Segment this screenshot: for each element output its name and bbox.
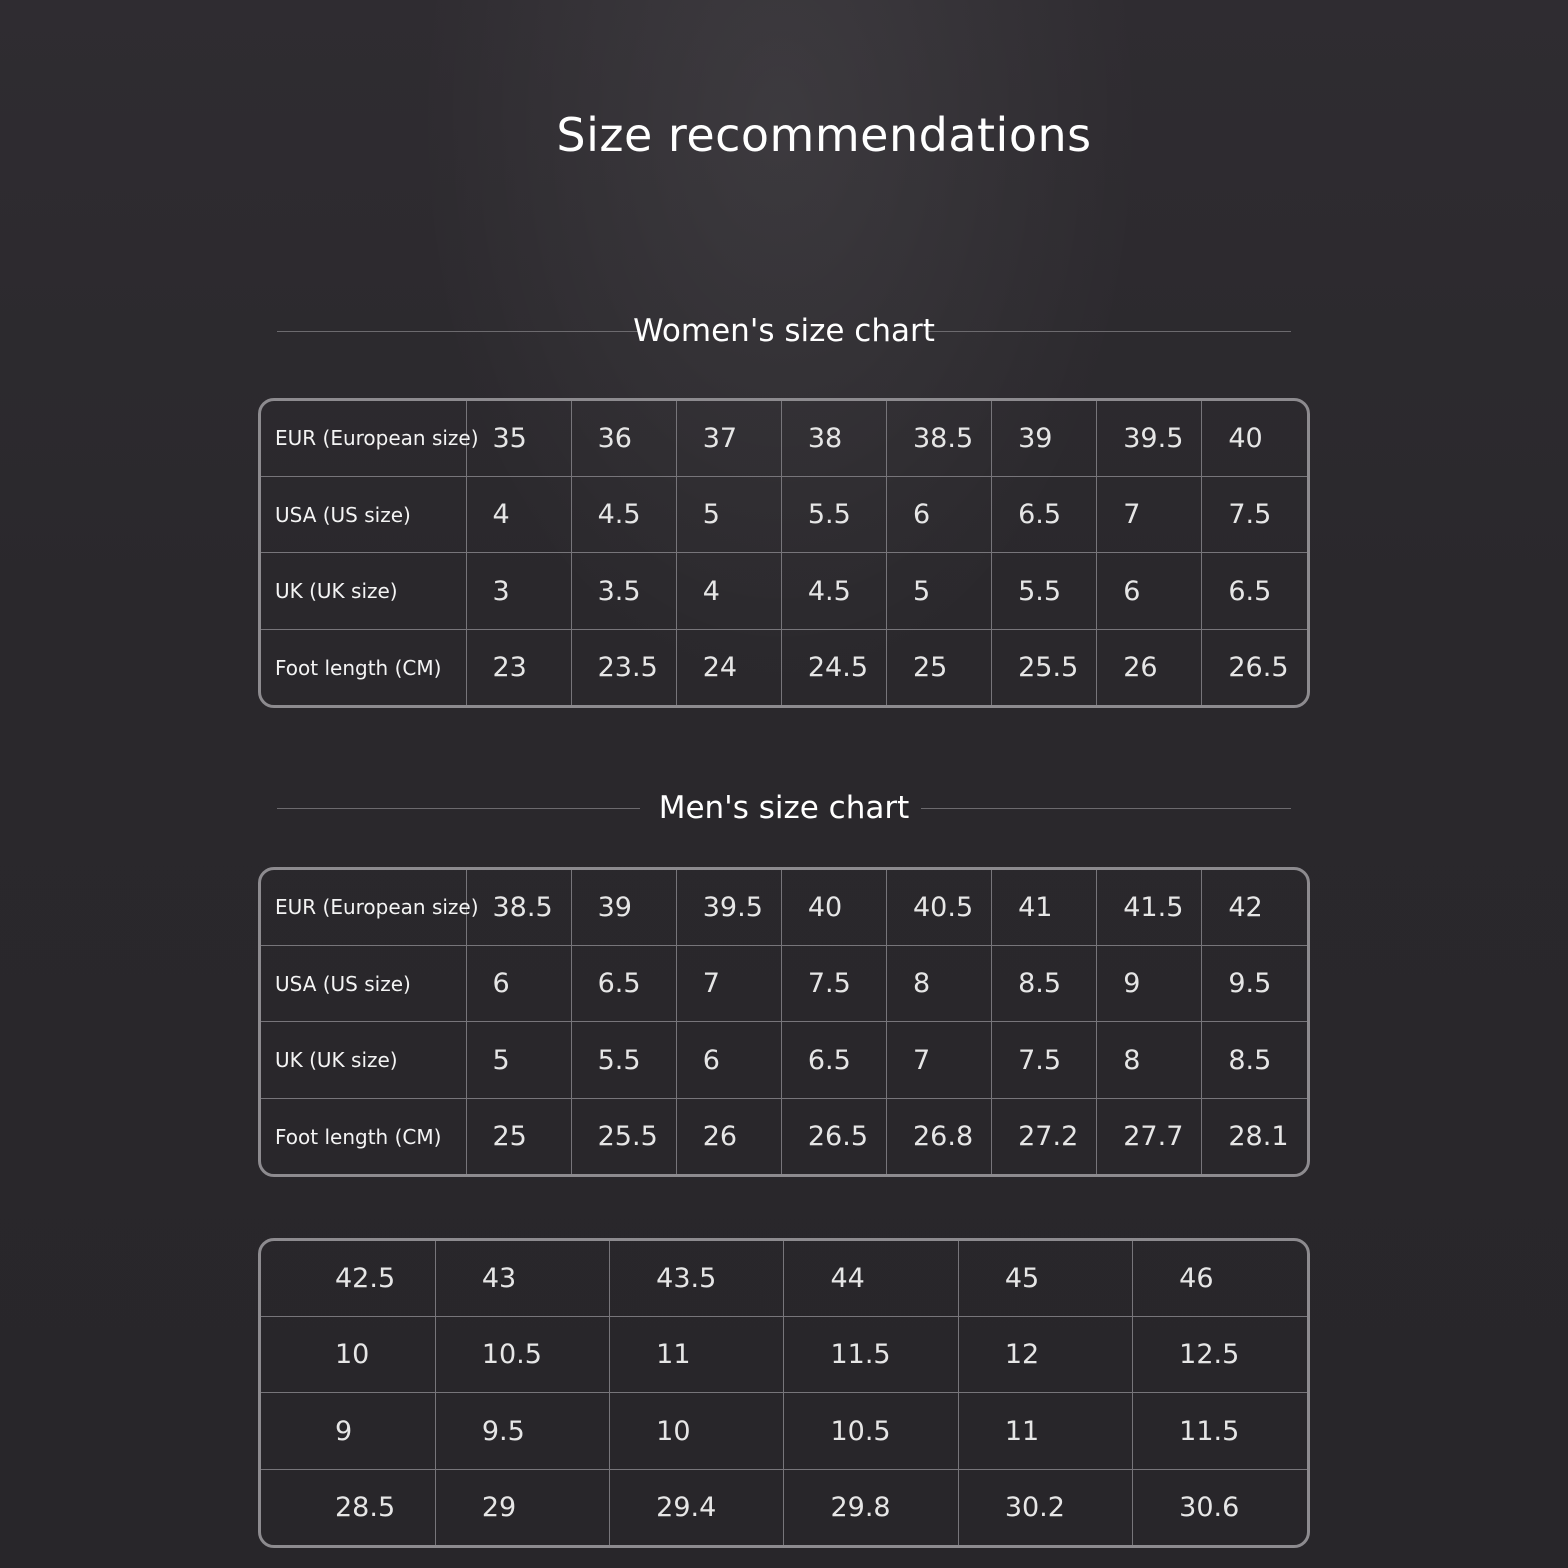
table-cell: 11 (958, 1393, 1132, 1470)
table-cell: 35 (466, 401, 571, 476)
table-cell: 39 (992, 401, 1097, 476)
table-cell: 7 (1097, 476, 1202, 553)
table-cell: 43.5 (610, 1241, 784, 1316)
table-cell: 9 (1097, 945, 1202, 1022)
table-cell: 6 (466, 945, 571, 1022)
table-row (261, 1470, 1307, 1545)
table-cell: 38.5 (466, 870, 571, 945)
table-cell: 25.5 (571, 1099, 676, 1174)
table-cell: 26 (676, 1099, 781, 1174)
row-label: Foot length (CM) (261, 630, 466, 705)
table-cell: 23 (466, 630, 571, 705)
table-cell: 8 (1097, 1022, 1202, 1099)
table-cell: 9 (261, 1393, 435, 1470)
table-cell: 7.5 (781, 945, 886, 1022)
table-cell: 6 (676, 1022, 781, 1099)
table-cell: 23.5 (571, 630, 676, 705)
women-size-chart-heading (277, 311, 1291, 351)
row-label: Foot length (CM) (261, 1099, 466, 1174)
table-cell: 41.5 (1097, 870, 1202, 945)
men-size-chart-heading (277, 788, 1291, 828)
table-cell: 27.2 (992, 1099, 1097, 1174)
table-cell: 38 (781, 401, 886, 476)
table-cell: 40.5 (887, 870, 992, 945)
table-cell: 39 (571, 870, 676, 945)
table-cell: 42.5 (261, 1241, 435, 1316)
row-label: EUR (European size) (261, 401, 466, 476)
table-cell: 41 (992, 870, 1097, 945)
table-cell: 27.7 (1097, 1099, 1202, 1174)
table-cell: 4 (676, 553, 781, 630)
row-label: USA (US size) (261, 476, 466, 553)
table-cell: 9.5 (1202, 945, 1307, 1022)
table-cell: 10 (610, 1393, 784, 1470)
table-cell: 7 (676, 945, 781, 1022)
table-row (261, 476, 1307, 553)
table-cell: 28.5 (261, 1470, 435, 1545)
table-cell: 36 (571, 401, 676, 476)
table-row (261, 1022, 1307, 1099)
table-row (261, 1393, 1307, 1470)
table-cell: 26 (1097, 630, 1202, 705)
table-cell: 44 (784, 1241, 958, 1316)
table-cell: 10.5 (784, 1393, 958, 1470)
table-cell: 6.5 (571, 945, 676, 1022)
table-cell: 40 (781, 870, 886, 945)
table-cell: 43 (435, 1241, 609, 1316)
table-cell: 39.5 (676, 870, 781, 945)
table-cell: 39.5 (1097, 401, 1202, 476)
row-label: USA (US size) (261, 945, 466, 1022)
table-cell: 25.5 (992, 630, 1097, 705)
table-cell: 28.1 (1228, 1121, 1289, 1153)
table-cell: 5 (887, 553, 992, 630)
table-cell: 6 (1097, 553, 1202, 630)
table-cell: 7 (887, 1022, 992, 1099)
table-cell: 6.5 (1202, 553, 1307, 630)
table-cell: 24 (676, 630, 781, 705)
table-row (261, 553, 1307, 630)
men-size-table (258, 867, 1310, 1177)
table-cell: 10.5 (435, 1316, 609, 1393)
table-row (261, 1241, 1307, 1316)
table-cell: 37 (676, 401, 781, 476)
table-cell: 25 (466, 1099, 571, 1174)
table-cell: 6 (887, 476, 992, 553)
table-cell: 38.5 (887, 401, 992, 476)
table-cell: 4.5 (571, 476, 676, 553)
table-cell: 12.5 (1133, 1316, 1307, 1393)
table-cell: 12 (958, 1316, 1132, 1393)
table-cell: 42 (1202, 870, 1307, 945)
table-cell: 6.5 (992, 476, 1097, 553)
table-cell: 8.5 (992, 945, 1097, 1022)
table-cell: 45 (958, 1241, 1132, 1316)
table-cell: 5.5 (781, 476, 886, 553)
table-cell: 24.5 (781, 630, 886, 705)
row-label: UK (UK size) (261, 553, 466, 630)
table-cell: 26.5 (781, 1099, 886, 1174)
table-row (261, 630, 1307, 705)
table-cell: 9.5 (435, 1393, 609, 1470)
table-cell: 29 (435, 1470, 609, 1545)
table-cell: 11.5 (784, 1316, 958, 1393)
table-row (261, 1316, 1307, 1393)
men-heading-label: Men's size chart (658, 790, 910, 826)
page-title: Size recommendations (556, 108, 1092, 162)
table-row (261, 1099, 1307, 1174)
women-size-table (258, 398, 1310, 708)
table-cell: 3.5 (571, 553, 676, 630)
women-heading-label: Women's size chart (633, 313, 935, 349)
table-row (261, 401, 1307, 476)
table-cell: 7.5 (992, 1022, 1097, 1099)
table-cell: 29.4 (610, 1470, 784, 1545)
table-cell: 26.8 (887, 1099, 992, 1174)
row-label: EUR (European size) (261, 870, 466, 945)
table-cell: 26.5 (1228, 652, 1289, 684)
table-cell: 4 (466, 476, 571, 553)
table-cell: 40 (1202, 401, 1307, 476)
table-cell: 30.2 (958, 1470, 1132, 1545)
table-cell: 4.5 (781, 553, 886, 630)
table-cell: 3 (466, 553, 571, 630)
table-cell: 25 (887, 630, 992, 705)
table-cell: 5 (676, 476, 781, 553)
table-cell: 7.5 (1202, 476, 1307, 553)
table-row (261, 870, 1307, 945)
table-cell: 11 (610, 1316, 784, 1393)
table-cell: 5.5 (571, 1022, 676, 1099)
table-cell: 29.8 (784, 1470, 958, 1545)
row-label: UK (UK size) (261, 1022, 466, 1099)
table-cell: 46 (1133, 1241, 1307, 1316)
men-extended-size-table (258, 1238, 1310, 1548)
table-cell: 8 (887, 945, 992, 1022)
table-cell: 8.5 (1202, 1022, 1307, 1099)
table-cell: 11.5 (1133, 1393, 1307, 1470)
table-cell: 5.5 (992, 553, 1097, 630)
table-cell: 30.6 (1179, 1492, 1240, 1524)
table-cell: 5 (466, 1022, 571, 1099)
table-row (261, 945, 1307, 1022)
table-cell: 10 (261, 1316, 435, 1393)
table-cell: 6.5 (781, 1022, 886, 1099)
